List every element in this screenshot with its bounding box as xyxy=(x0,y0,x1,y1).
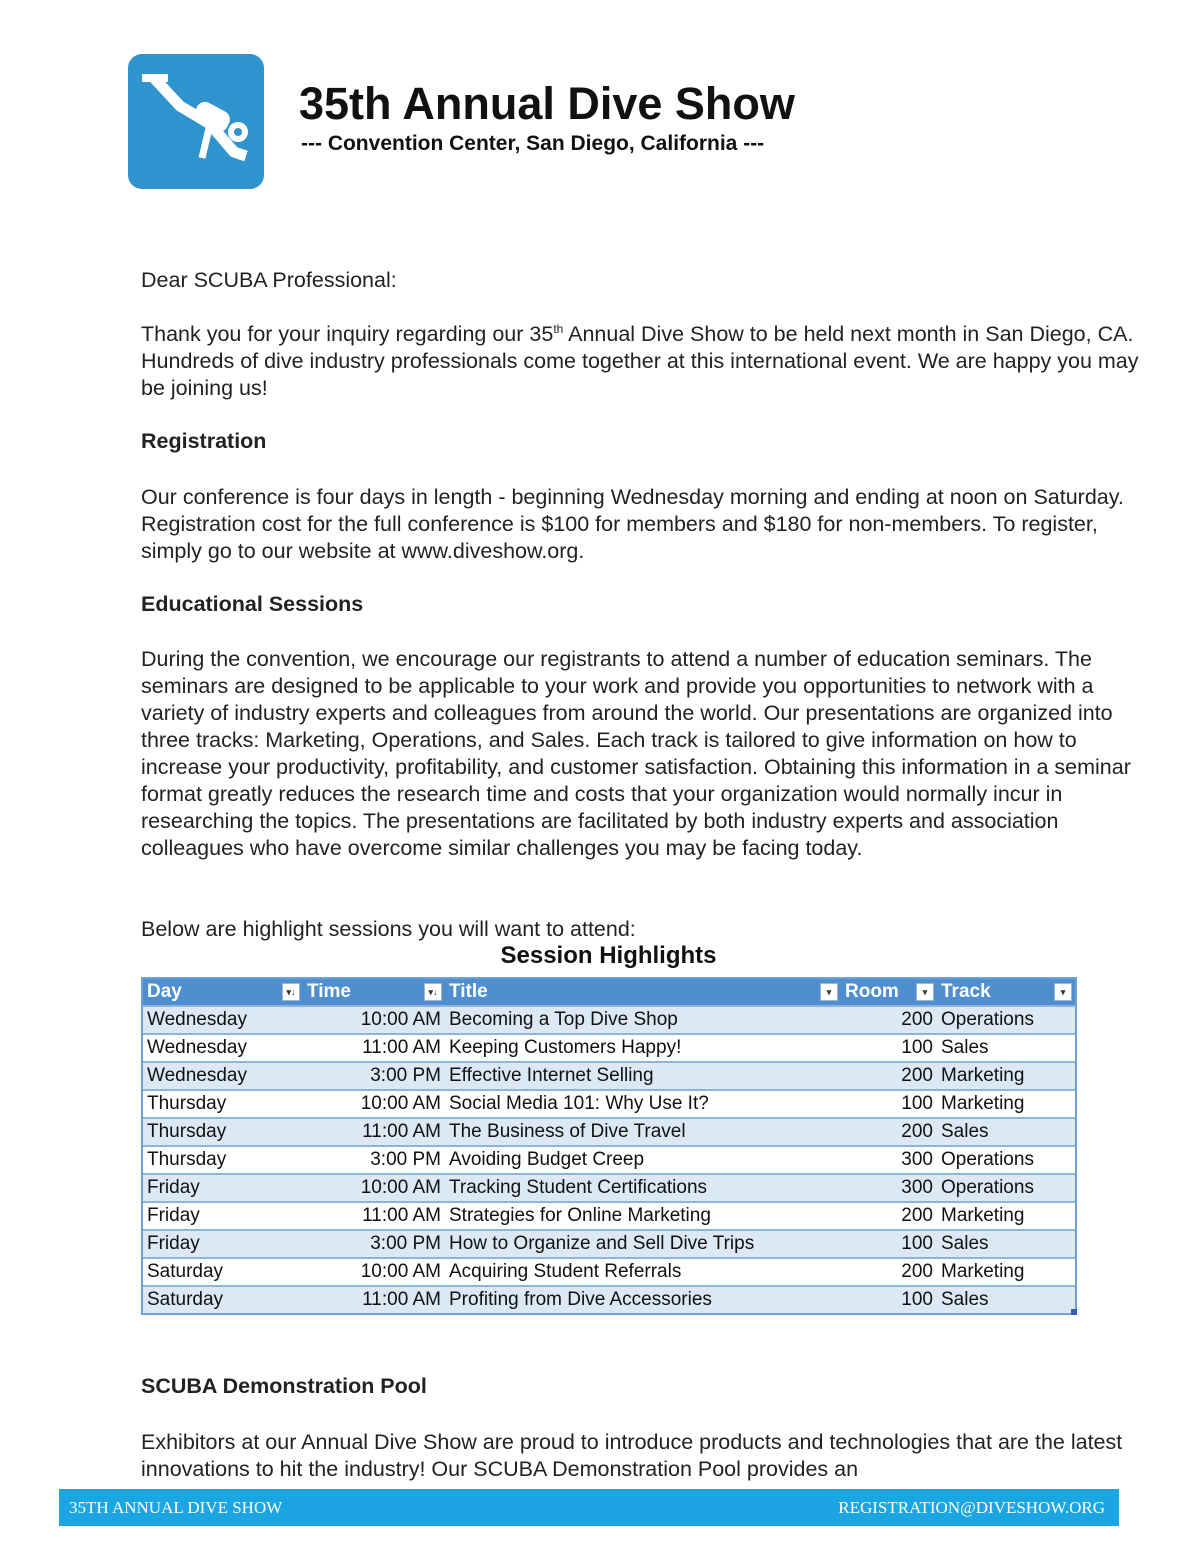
filter-dropdown-icon[interactable]: ▾ xyxy=(1054,983,1072,1001)
cell-day: Thursday xyxy=(143,1146,303,1174)
cell-day: Thursday xyxy=(143,1090,303,1118)
cell-title: Effective Internet Selling xyxy=(445,1062,841,1090)
cell-track: Marketing xyxy=(937,1062,1075,1090)
cell-time: 11:00 AM xyxy=(303,1286,445,1313)
cell-time: 10:00 AM xyxy=(303,1258,445,1286)
cell-track: Marketing xyxy=(937,1258,1075,1286)
filter-dropdown-icon[interactable]: ▾↓ xyxy=(282,983,300,1001)
session-highlights-table xyxy=(141,977,1077,1315)
footer-left-text: 35TH ANNUAL DIVE SHOW xyxy=(69,1498,283,1517)
cell-room: 300 xyxy=(841,1174,937,1202)
column-header-title xyxy=(445,979,841,1006)
cell-day: Friday xyxy=(143,1202,303,1230)
page-title: 35th Annual Dive Show xyxy=(299,78,795,129)
column-header-track xyxy=(937,979,1075,1006)
cell-room: 200 xyxy=(841,1006,937,1034)
cell-track: Marketing xyxy=(937,1202,1075,1230)
cell-time: 3:00 PM xyxy=(303,1146,445,1174)
footer-email: REGISTRATION@DIVESHOW.ORG xyxy=(838,1498,1105,1517)
logo xyxy=(128,54,264,189)
cell-title: The Business of Dive Travel xyxy=(445,1118,841,1146)
column-header-label: Title xyxy=(449,981,488,1002)
cell-time: 11:00 AM xyxy=(303,1118,445,1146)
table-row xyxy=(143,1230,1075,1258)
cell-track: Marketing xyxy=(937,1090,1075,1118)
cell-title: Tracking Student Certifications xyxy=(445,1174,841,1202)
sessions-paragraph: During the convention, we encourage our registrants to attend a number of education seminars. The seminars are designed to be applicable to your work and provide you opportunities to network with a variety of industry experts and colleagues from around the world. Our presentations are organized into three tracks: Marketing, Operations, and Sales. Each track is tailored to give information on how to increase your productivity, profitability, and customer satisfaction. Obtaining this information in a seminar format greatly reduces the research time and costs that your organization would normally incur in researching the topics. The presentations are facilitated by both industry experts and association colleagues who have overcome similar challenges you may be facing today. xyxy=(141,647,1131,860)
cell-title: Avoiding Budget Creep xyxy=(445,1146,841,1174)
table-row xyxy=(143,1118,1075,1146)
cell-title: Profiting from Dive Accessories xyxy=(445,1286,841,1313)
cell-title: Strategies for Online Marketing xyxy=(445,1202,841,1230)
table-title: Session Highlights xyxy=(500,942,717,969)
cell-track: Sales xyxy=(937,1118,1075,1146)
column-header-label: Track xyxy=(941,981,991,1002)
cell-room: 100 xyxy=(841,1230,937,1258)
sessions-heading: Educational Sessions xyxy=(141,592,364,616)
footer-bar xyxy=(59,1489,1119,1526)
scuba-diver-icon xyxy=(128,54,264,189)
pool-heading: SCUBA Demonstration Pool xyxy=(141,1374,427,1398)
cell-track: Operations xyxy=(937,1146,1075,1174)
column-header-label: Day xyxy=(147,981,182,1002)
column-header-room xyxy=(841,979,937,1006)
cell-day: Friday xyxy=(143,1230,303,1258)
cell-track: Operations xyxy=(937,1006,1075,1034)
cell-day: Saturday xyxy=(143,1286,303,1313)
cell-time: 3:00 PM xyxy=(303,1062,445,1090)
pool-paragraph: Exhibitors at our Annual Dive Show are proud to introduce products and technologies that are the latest innovations to hit the industry! Our SCUBA Demonstration Pool provides an xyxy=(141,1430,1123,1481)
cell-room: 300 xyxy=(841,1146,937,1174)
table-header-row xyxy=(143,979,1075,1006)
cell-room: 200 xyxy=(841,1202,937,1230)
cell-track: Operations xyxy=(937,1174,1075,1202)
cell-time: 3:00 PM xyxy=(303,1230,445,1258)
table-row xyxy=(143,1174,1075,1202)
intro-paragraph: Thank you for your inquiry regarding our 35th Annual Dive Show to be held next month in San Diego, CA. Hundreds of dive industry professionals come together at this international event. We are happy you may be joining us! xyxy=(141,321,1139,400)
cell-room: 200 xyxy=(841,1118,937,1146)
column-header-day xyxy=(143,979,303,1006)
cell-day: Saturday xyxy=(143,1258,303,1286)
table-row xyxy=(143,1090,1075,1118)
cell-day: Thursday xyxy=(143,1118,303,1146)
cell-track: Sales xyxy=(937,1230,1075,1258)
cell-time: 10:00 AM xyxy=(303,1174,445,1202)
cell-time: 11:00 AM xyxy=(303,1034,445,1062)
below-text: Below are highlight sessions you will want to attend: xyxy=(141,917,636,941)
cell-title: Social Media 101: Why Use It? xyxy=(445,1090,841,1118)
cell-time: 10:00 AM xyxy=(303,1090,445,1118)
cell-title: How to Organize and Sell Dive Trips xyxy=(445,1230,841,1258)
cell-room: 100 xyxy=(841,1090,937,1118)
cell-time: 10:00 AM xyxy=(303,1006,445,1034)
registration-heading: Registration xyxy=(141,429,267,453)
cell-room: 200 xyxy=(841,1062,937,1090)
cell-time: 11:00 AM xyxy=(303,1202,445,1230)
column-header-label: Room xyxy=(845,981,899,1002)
column-header-time xyxy=(303,979,445,1006)
cell-title: Keeping Customers Happy! xyxy=(445,1034,841,1062)
registration-paragraph: Our conference is four days in length - beginning Wednesday morning and ending at noon on Saturday. Registration cost for the full conference is $100 for members and $180 for non-members. To register, simply go to our website at www.diveshow.org. xyxy=(141,485,1124,563)
filter-dropdown-icon[interactable]: ▾↓ xyxy=(424,983,442,1001)
cell-track: Sales xyxy=(937,1286,1075,1313)
cell-day: Wednesday xyxy=(143,1034,303,1062)
cell-day: Friday xyxy=(143,1174,303,1202)
table-resize-handle[interactable] xyxy=(1071,1309,1077,1315)
cell-title: Acquiring Student Referrals xyxy=(445,1258,841,1286)
filter-dropdown-icon[interactable]: ▾ xyxy=(916,983,934,1001)
table-row xyxy=(143,1006,1075,1034)
cell-title: Becoming a Top Dive Shop xyxy=(445,1006,841,1034)
table-row xyxy=(143,1286,1075,1313)
cell-day: Wednesday xyxy=(143,1006,303,1034)
table-row xyxy=(143,1146,1075,1174)
column-header-label: Time xyxy=(307,981,352,1002)
table-row xyxy=(143,1034,1075,1062)
cell-track: Sales xyxy=(937,1034,1075,1062)
cell-room: 200 xyxy=(841,1258,937,1286)
table-row xyxy=(143,1258,1075,1286)
cell-day: Wednesday xyxy=(143,1062,303,1090)
table-row xyxy=(143,1202,1075,1230)
cell-room: 100 xyxy=(841,1034,937,1062)
page-subtitle: --- Convention Center, San Diego, California --- xyxy=(301,132,765,155)
cell-room: 100 xyxy=(841,1286,937,1313)
salutation: Dear SCUBA Professional: xyxy=(141,268,397,292)
table-row xyxy=(143,1062,1075,1090)
filter-dropdown-icon[interactable]: ▾ xyxy=(820,983,838,1001)
